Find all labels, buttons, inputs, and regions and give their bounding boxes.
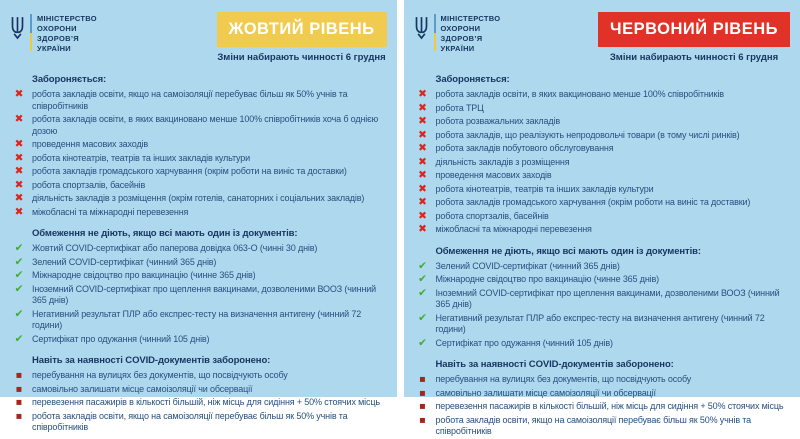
effective-date-note: Зміни набирають чинності 6 грудня [610,52,778,63]
restriction-item [12,179,391,193]
always-banned-text: самовільно залишати місце самоізоляції чи обсервації [32,384,391,396]
always-banned-item [12,396,391,410]
always-banned-text: перебування на вулицях без документів, що посвідчують особу [32,370,391,382]
square-bullet-icon: ■ [12,370,26,381]
ministry-line: ЗДОРОВ’Я [37,34,97,44]
level-badge-red: ЧЕРВОНИЙ РІВЕНЬ [598,12,790,47]
restriction-text: робота кінотеатрів, театрів та інших закладів культури [32,153,391,165]
restriction-text: робота спортзалів, басейнів [436,211,795,223]
ministry-line: ЗДОРОВ’Я [441,34,501,44]
exempt-heading: Обмеження не діють, якщо всі мають один із документів: [32,228,391,239]
ministry-line: МІНІСТЕРСТВО [441,14,501,24]
always-banned-text: перевезення пасажирів в кількості більшій, ніж місць для сидіння + 50% стоячих місць [32,397,391,409]
document-text: Міжнародне свідоцтво про вакцинацію (чинне 365 днів) [32,270,391,282]
square-bullet-icon: ■ [416,415,430,426]
prohibited-x-icon: ✖ [12,193,26,204]
panel-red-level [404,0,800,397]
always-banned-text: перебування на вулицях без документів, що посвідчують особу [436,374,795,386]
restriction-text: робота закладів побутового обслуговування [436,143,795,155]
restriction-text: робота закладів освіти, якщо на самоізоляції перебуває більш як 50% учнів та співробітників [32,89,391,112]
document-text: Негативний результат ПЛР або експрес-тесту на визначення антигену (чинний 72 години) [436,313,795,336]
restriction-text: робота закладів освіти, в яких вакциновано менше 100% співробітників [436,89,795,101]
restriction-item [416,210,795,224]
always-banned-item [416,414,795,439]
logo-divider [30,14,32,51]
prohibited-x-icon: ✖ [416,224,430,235]
always-banned-text: перевезення пасажирів в кількості більшій, ніж місць для сидіння + 50% стоячих місць [436,401,795,413]
prohibited-x-icon: ✖ [416,211,430,222]
checkmark-icon: ✔ [12,270,26,281]
prohibited-x-icon: ✖ [12,180,26,191]
prohibited-x-icon: ✖ [416,170,430,181]
ministry-logo [414,12,501,54]
checkmark-icon: ✔ [416,261,430,272]
checkmark-icon: ✔ [416,313,430,324]
exempt-documents-list [8,242,391,346]
panel-header [412,9,795,65]
restriction-item [416,142,795,156]
document-text: Жовтий COVID-сертифікат або паперова довідка 063-О (чинні 30 днів) [32,243,391,255]
ministry-line: ОХОРОНИ [441,24,501,34]
restriction-text: робота ТРЦ [436,103,795,115]
document-text: Зелений COVID-сертифікат (чинний 365 днів) [32,257,391,269]
always-banned-item [416,373,795,387]
prohibited-x-icon: ✖ [12,166,26,177]
document-item [12,242,391,256]
document-text: Зелений COVID-сертифікат (чинний 365 днів) [436,261,795,273]
checkmark-icon: ✔ [416,288,430,299]
document-text: Сертифікат про одужання (чинний 105 днів) [436,338,795,350]
always-banned-heading: Навіть за наявності COVID-документів заборонено: [32,355,391,366]
level-badge-yellow: ЖОВТИЙ РІВЕНЬ [217,12,387,47]
prohibited-x-icon: ✖ [416,89,430,100]
document-item [416,260,795,274]
restriction-text: діяльність закладів з розміщення [436,157,795,169]
square-bullet-icon: ■ [416,374,430,385]
document-item [416,337,795,351]
restriction-item [416,156,795,170]
restriction-item [416,102,795,116]
restriction-item [416,183,795,197]
always-banned-item [12,383,391,397]
restriction-text: робота розважальних закладів [436,116,795,128]
document-text: Негативний результат ПЛР або експрес-тесту на визначення антигену (чинний 72 години) [32,309,391,332]
restriction-item [12,206,391,220]
document-item [12,308,391,333]
trident-icon [414,15,429,41]
restriction-text: діяльність закладів з розміщення (окрім готелів, санаторних і соціальних закладів) [32,193,391,205]
document-item [12,283,391,308]
always-banned-text: самовільно залишати місце самоізоляції чи обсервації [436,388,795,400]
restriction-text: робота закладів громадського харчування (окрім роботи на виніс та доставки) [436,197,795,209]
prohibited-x-icon: ✖ [416,157,430,168]
ministry-line: УКРАЇНИ [37,44,97,54]
level-block [598,12,790,63]
checkmark-icon: ✔ [416,274,430,285]
ministry-name [441,13,501,54]
prohibited-x-icon: ✖ [12,114,26,125]
restriction-item [12,152,391,166]
ministry-line: МІНІСТЕРСТВО [37,14,97,24]
level-block [217,12,387,63]
document-text: Іноземний COVID-сертифікат про щеплення вакцинами, дозволеними ВООЗ (чинний 365 днів) [436,288,795,311]
restriction-item [12,165,391,179]
document-item [416,273,795,287]
prohibited-x-icon: ✖ [416,116,430,127]
checkmark-icon: ✔ [12,309,26,320]
always-banned-item [12,369,391,383]
checkmark-icon: ✔ [416,338,430,349]
always-banned-text: робота закладів освіти, якщо на самоізоляції перебуває більш як 50% учнів та співробітників [32,411,391,434]
square-bullet-icon: ■ [12,411,26,422]
restriction-item [12,113,391,138]
always-banned-item [12,410,391,435]
checkmark-icon: ✔ [12,334,26,345]
ministry-line: ОХОРОНИ [37,24,97,34]
restriction-text: міжобласні та міжнародні перевезення [436,224,795,236]
document-item [12,269,391,283]
restriction-text: проведення масових заходів [436,170,795,182]
restriction-item [12,192,391,206]
exempt-heading: Обмеження не діють, якщо всі мають один із документів: [436,246,795,257]
panel-header [8,9,391,65]
restriction-text: робота закладів громадського харчування (окрім роботи на виніс та доставки) [32,166,391,178]
document-item [416,287,795,312]
prohibited-x-icon: ✖ [12,139,26,150]
always-banned-heading: Навіть за наявності COVID-документів заборонено: [436,359,795,370]
panel-yellow-level [0,0,397,397]
restriction-item [12,88,391,113]
banned-list [8,88,391,219]
always-banned-item [416,400,795,414]
restriction-item [416,129,795,143]
square-bullet-icon: ■ [416,388,430,399]
square-bullet-icon: ■ [416,401,430,412]
restriction-text: робота спортзалів, басейнів [32,180,391,192]
logo-divider [434,14,436,51]
ministry-name [37,13,97,54]
checkmark-icon: ✔ [12,257,26,268]
document-text: Міжнародне свідоцтво про вакцинацію (чинне 365 днів) [436,274,795,286]
document-item [12,256,391,270]
trident-icon [10,15,25,41]
banned-list [412,88,795,237]
prohibited-x-icon: ✖ [416,103,430,114]
restriction-text: робота закладів освіти, в яких вакциновано менше 100% співробітників хоча б однією дозою [32,114,391,137]
prohibited-x-icon: ✖ [416,143,430,154]
restriction-item [416,169,795,183]
ministry-logo [10,12,97,54]
exempt-documents-list [412,260,795,351]
square-bullet-icon: ■ [12,397,26,408]
restriction-item [416,115,795,129]
banned-heading: Забороняється: [32,74,391,85]
always-banned-text: робота закладів освіти, якщо на самоізоляції перебуває більш як 50% учнів та співробітників [436,415,795,438]
document-item [12,333,391,347]
restriction-text: проведення масових заходів [32,139,391,151]
restriction-item [416,196,795,210]
prohibited-x-icon: ✖ [416,184,430,195]
banned-heading: Забороняється: [436,74,795,85]
document-text: Іноземний COVID-сертифікат про щеплення вакцинами, дозволеними ВООЗ (чинний 365 днів) [32,284,391,307]
document-text: Сертифікат про одужання (чинний 105 днів) [32,334,391,346]
checkmark-icon: ✔ [12,284,26,295]
restriction-item [416,88,795,102]
document-item [416,312,795,337]
restriction-item [12,138,391,152]
square-bullet-icon: ■ [12,384,26,395]
prohibited-x-icon: ✖ [416,197,430,208]
prohibited-x-icon: ✖ [12,207,26,218]
always-banned-list [8,369,391,435]
restriction-text: робота закладів, що реалізують непродовольчі товари (в тому числі ринків) [436,130,795,142]
ministry-line: УКРАЇНИ [441,44,501,54]
always-banned-item [416,387,795,401]
always-banned-list [412,373,795,439]
prohibited-x-icon: ✖ [416,130,430,141]
checkmark-icon: ✔ [12,243,26,254]
effective-date-note: Зміни набирають чинності 6 грудня [217,52,385,63]
prohibited-x-icon: ✖ [12,89,26,100]
restriction-item [416,223,795,237]
prohibited-x-icon: ✖ [12,153,26,164]
restriction-text: робота кінотеатрів, театрів та інших закладів культури [436,184,795,196]
restriction-text: міжобласні та міжнародні перевезення [32,207,391,219]
